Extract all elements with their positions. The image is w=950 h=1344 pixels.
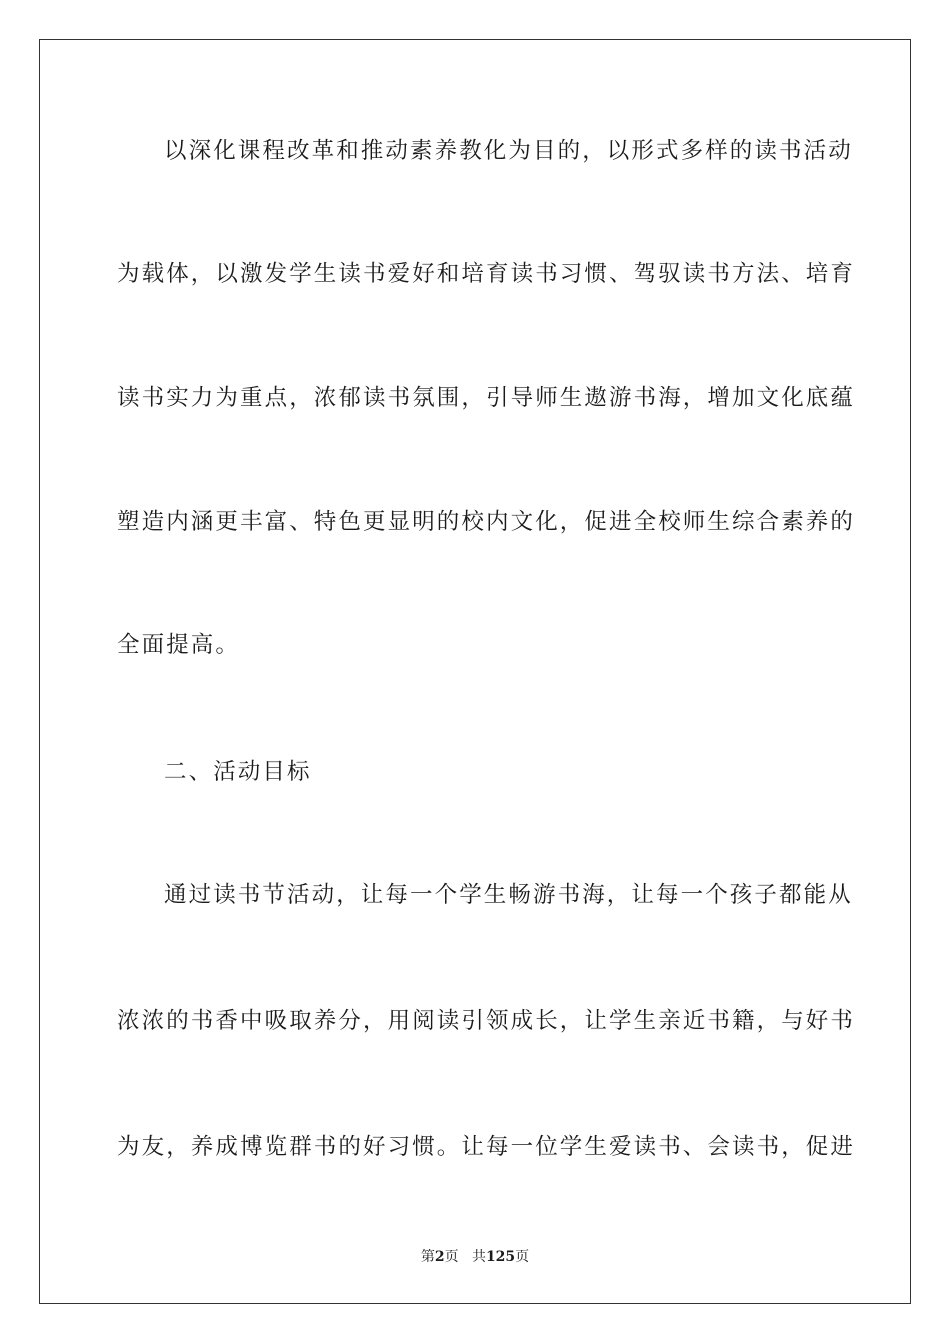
paragraph-1-line-4: 塑造内涵更丰富、特色更显明的校内文化，促进全校师生综合素养的 (117, 509, 856, 535)
paragraph-1-line-1: 以深化课程改革和推动素养教化为目的，以形式多样的读书活动 (164, 138, 853, 164)
footer-prefix: 第 (420, 1249, 435, 1265)
paragraph-1-line-2: 为载体，以激发学生读书爱好和培育读书习惯、驾驭读书方法、培育 (117, 261, 856, 287)
paragraph-2-line-2: 浓浓的书香中吸取养分，用阅读引领成长，让学生亲近书籍，与好书 (117, 1008, 856, 1034)
section-heading: 二、活动目标 (164, 759, 312, 785)
paragraph-2-line-1: 通过读书节活动，让每一个学生畅游书海，让每一个孩子都能从 (164, 882, 853, 908)
paragraph-1-line-3: 读书实力为重点，浓郁读书氛围，引导师生遨游书海，增加文化底蕴 (117, 385, 856, 411)
footer-current-page: 2 (434, 1249, 445, 1265)
paragraph-2-line-3: 为友，养成博览群书的好习惯。让每一位学生爱读书、会读书，促进 (117, 1134, 856, 1160)
page-frame (39, 39, 911, 1304)
paragraph-1-line-5: 全面提高。 (117, 632, 241, 658)
page-footer (0, 1248, 950, 1266)
footer-total-prefix: 共 (471, 1249, 486, 1265)
footer-total-pages: 125 (485, 1249, 516, 1265)
footer-total-suffix: 页 (515, 1249, 530, 1265)
footer-page-word: 页 (444, 1249, 459, 1265)
